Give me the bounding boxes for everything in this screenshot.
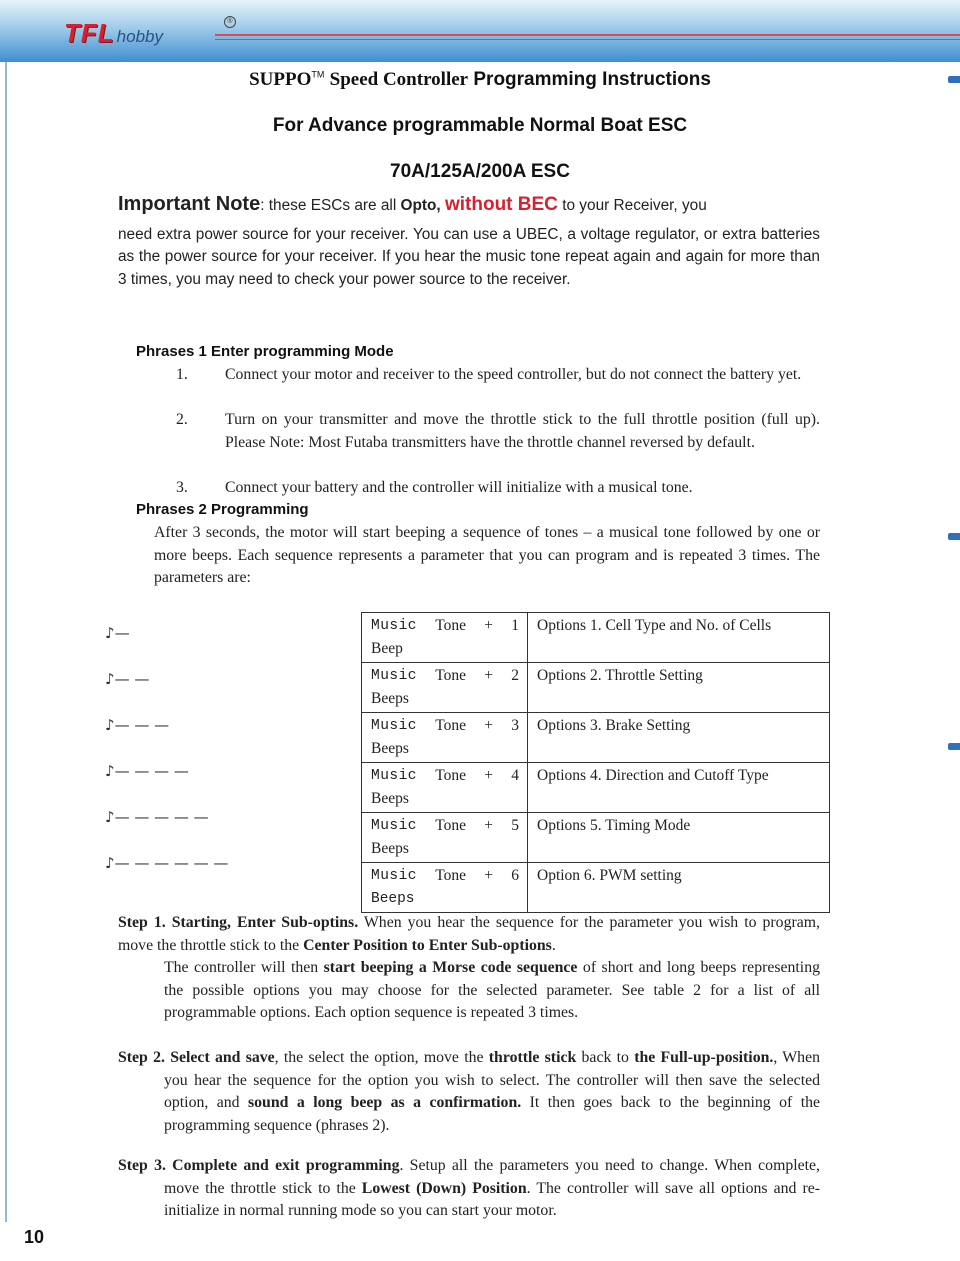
list-item-number: 1. [176,366,188,383]
cell-word: Beeps [371,739,409,757]
page-header-banner [0,0,960,62]
side-tab-marker [948,533,960,540]
option-cell: Options 1. Cell Type and No. of Cells [528,613,830,663]
phrase2-heading: Phrases 2 Programming [136,501,309,518]
cell-word: Beep [371,639,403,657]
sequence-cell [362,663,528,713]
sequence-cell [362,763,528,813]
cell-word: Beeps [371,890,415,907]
step-bold: sound a long beep as a confirmation. [248,1094,522,1111]
doc-title [0,69,960,91]
sequence-cell [362,813,528,863]
list-item-number: 2. [176,411,188,428]
logo-main: TFL [64,18,115,48]
step-text: . The controller will save all options and re-initialize in normal running mode so you can start your motor. [164,1179,821,1219]
cell-word: + [484,617,493,634]
note-after-bec: to your Receiver, you [557,197,707,214]
step-2-label: Step 2. Select and save [118,1049,275,1066]
cell-word: Music [371,768,418,784]
morse-sequence-5: ♪— — — — — [105,808,209,826]
title-serif-part: Speed Controller [329,69,469,90]
note-colon-text: : these ESCs are all [260,197,401,214]
step-2-body [118,1047,820,1137]
table-row [362,713,830,763]
step-text: of short and long beeps representing the possible options you may choose for the selected parameter. See table 2 for a list of all programmable options. Each option sequence is repeated 3 times. [164,959,820,1021]
note-without-bec: without BEC [444,194,558,215]
cell-word: + [484,717,493,734]
cell-word: Tone [435,767,467,784]
cell-word: Music [371,668,418,684]
step-text: The controller will then [164,959,324,976]
trademark-mark: TM [311,69,325,80]
cell-word: + [484,767,493,784]
cell-word: Tone [435,717,467,734]
step-text: . Setup all the parameters you need to change. When complete, move the throttle stick to the [164,1157,821,1197]
note-first-line [118,193,820,218]
cell-word: Beeps [371,789,409,807]
cell-word: Beeps [371,689,409,707]
list-item-text: Connect your battery and the controller will initialize with a musical tone. [225,479,693,496]
step-1 [118,912,820,1025]
header-blue-line [215,39,960,40]
step-text: back to [576,1049,635,1066]
morse-sequence-1: ♪— [105,624,130,642]
step-text: When you hear the sequence for the parameter you wish to program, move the throttle stick to the [118,914,820,954]
option-cell: Options 2. Throttle Setting [528,663,830,713]
title-brand: SUPPO [249,69,312,90]
table-row [362,863,830,913]
list-item-text: Turn on your transmitter and move the throttle stick to the full throttle position (full up). Please Note: Most Futaba transmitters have the throttle channel reversed by default. [225,411,820,451]
cell-word: + [484,867,493,884]
morse-sequence-6: ♪— — — — — — [105,854,229,872]
side-tab-marker [948,743,960,750]
step-3-body [118,1155,820,1223]
cell-word: Music [371,868,418,884]
step-bold: Center Position to Enter Sub-options [303,936,552,954]
cell-word: 2 [511,667,519,684]
list-item-text: Connect your motor and receiver to the speed controller, but do not connect the battery yet. [225,366,802,383]
cell-word: Tone [435,617,467,634]
doc-models: 70A/125A/200A ESC [390,161,570,182]
sequence-cell [362,713,528,763]
table-row [362,813,830,863]
option-cell: Options 5. Timing Mode [528,813,830,863]
morse-sequence-2: ♪— — [105,670,150,688]
brand-logo [64,18,233,49]
option-cell: Option 6. PWM setting [528,863,830,913]
step-bold: throttle stick [488,1049,577,1066]
step-text: It then goes back to the beginning of the programming sequence (phrases 2). [164,1094,821,1134]
step-3 [118,1155,820,1223]
step-1-continuation [118,957,820,1025]
list-item-number: 3. [176,479,188,496]
note-body: need extra power source for your receiver. You can use a UBEC, a voltage regulator, or extra batteries as the power source for your receiver. If you hear the music tone repeat again and again for more than 3 times, you may need to check your power source to the receiver. [118,225,820,289]
cell-word: + [484,817,493,834]
step-2 [118,1047,820,1137]
option-cell: Options 4. Direction and Cutoff Type [528,763,830,813]
sequence-cell [362,863,528,913]
logo-sub: hobby [116,27,163,46]
cell-word: Music [371,618,418,634]
page-number: 10 [24,1227,45,1247]
cell-word: Tone [435,867,467,884]
step-1-body [118,912,820,957]
step-3-label: Step 3. Complete and exit programming [118,1157,400,1174]
table-row [362,663,830,713]
step-text: , the select the option, move the [274,1049,489,1066]
logo-registered-mark: ® [224,16,236,28]
note-opto: Opto, [400,197,441,214]
cell-word: 5 [511,817,519,834]
parameters-table [361,612,830,913]
sequence-cell [362,613,528,663]
cell-word: 3 [511,717,519,734]
option-cell: Options 3. Brake Setting [528,713,830,763]
cell-word: Beeps [371,839,409,857]
step-1-label: Step 1. Starting, Enter Sub-optins. [118,914,359,931]
step-bold: start beeping a Morse code sequence [323,959,578,976]
cell-word: Tone [435,667,467,684]
note-lead: Important Note [118,193,261,215]
step-bold: the Full-up-position. [634,1049,774,1066]
cell-word: 1 [511,617,519,634]
cell-word: 6 [511,867,519,884]
cell-word: + [484,667,493,684]
cell-word: Music [371,818,418,834]
cell-word: Tone [435,817,467,834]
step-text: . [551,936,556,954]
morse-sequence-4: ♪— — — — [105,762,189,780]
left-margin-rule [5,62,7,1222]
phrase1-heading: Phrases 1 Enter programming Mode [136,343,394,360]
morse-sequence-3: ♪— — — [105,716,170,734]
table-row [362,763,830,813]
title-rest: Programming Instructions [473,69,711,90]
cell-word: 4 [511,767,519,784]
step-text: , When you hear the sequence for the option you wish to select. The controller will then save the selected option, and [164,1049,820,1111]
table-row [362,613,830,663]
step-bold: Lowest (Down) Position [361,1179,527,1197]
important-note [118,193,820,292]
cell-word: Music [371,718,418,734]
phrase2-text: After 3 seconds, the motor will start beeping a sequence of tones – a musical tone followed by one or more beeps. Each sequence represents a parameter that you can program and is repeated 3 times. The parameters are: [154,524,820,586]
doc-subtitle: For Advance programmable Normal Boat ESC [272,115,688,136]
header-red-line [215,34,960,36]
